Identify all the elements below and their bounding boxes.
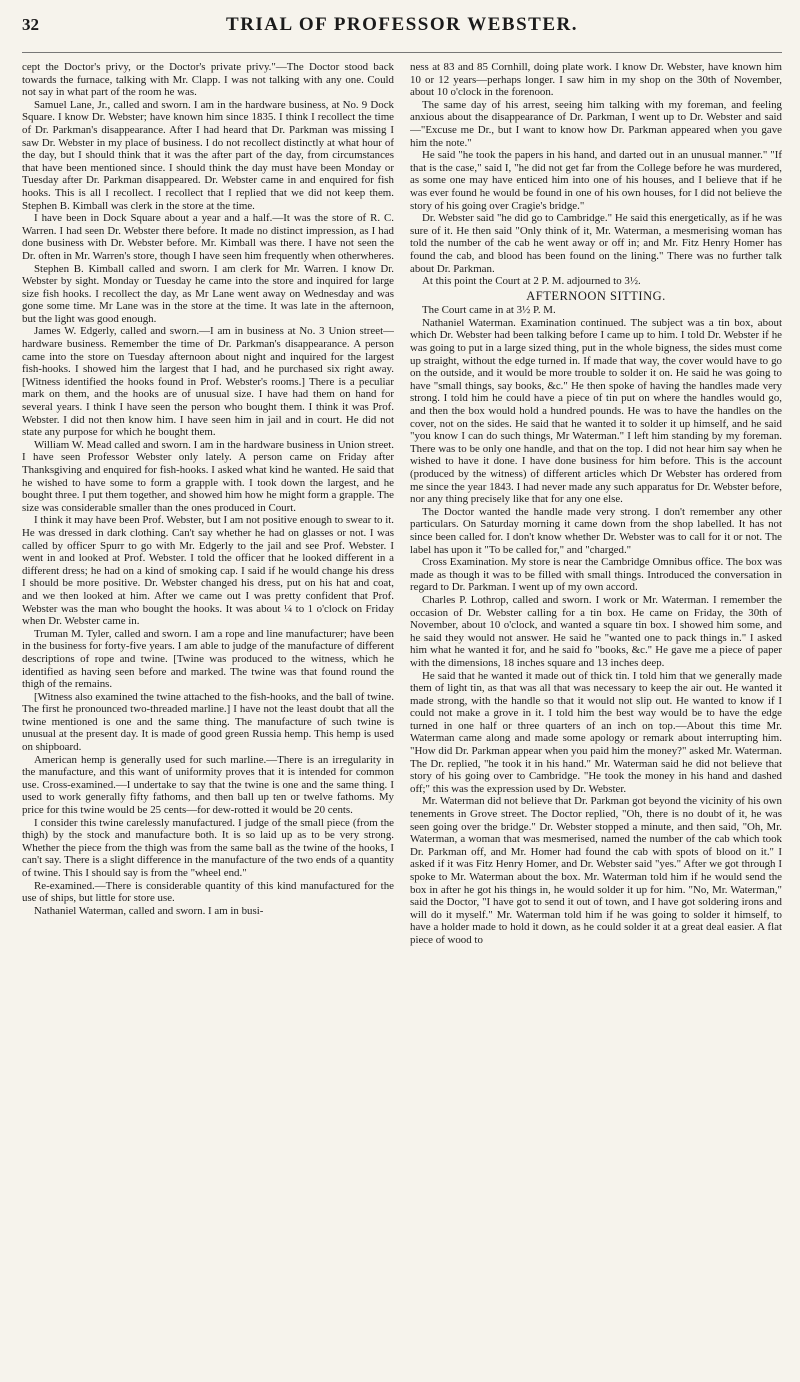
page-number: 32 bbox=[22, 15, 39, 34]
paragraph: Nathaniel Waterman. Examination continued. The subject was a tin box, about which Dr. Webster had been talking before I came up to him. I told Dr. Webster if he was going to put in a large sized thing, put in the whole bigness, the sides must come up straight, without the edge turned in. If made that way, the cover would have to go on the outside, and it would be more trouble to solder it on. He said he was going to have "small things, say books, &c." He then spoke of having the handles made very strong. I told him he could have a piece of tin put on where the handles would go, and then the box would hold a hundred pounds. He was to have the handles on the cover, not on the sides. He said that he wanted it to solder it up himself, and he said "you know I can do such things, Mr Waterman." I left him standing by my foreman. There was to be only one handle, and that on the top. I did not hear him say when he wished to have it done. I have done business for him before. This is the account (produced by the witness) of different articles which Dr Webster has ordered from me since the year 1843. I had never made any such apparatus for Dr. Webster before, nor any thing precisely like that for any one else. bbox=[410, 316, 782, 506]
paragraph: cept the Doctor's privy, or the Doctor's private privy."—The Doctor stood back towards the furnace, talking with Mr. Clapp. I was not talking with any one. Could not say in what part of the room he was. bbox=[22, 61, 394, 99]
paragraph: Samuel Lane, Jr., called and sworn. I am in the hardware business, at No. 9 Dock Square. I know Dr. Webster; have known him since 1835. I think I recollect the time of Dr. Parkman's disappearance. After I had heard that Dr. Parkman was missing I saw Dr. Webster in my place of business. I do not recollect distinctly at what hour of the day, but I should think that it was the after part of the day, from circumstances that have been mentioned since. I should think the day must have been Monday or Tuesday after Dr. Parkman disappeared. Dr. Webster came in and enquired for fish hooks. This is all I recollect. I recollect that I replied that we did not keep them. Stephen B. Kimball was clerk in the store at the time. bbox=[22, 98, 394, 212]
text-columns bbox=[22, 61, 782, 1379]
paragraph: The same day of his arrest, seeing him talking with my foreman, and feeling anxious about the disappearance of Dr. Parkman, I went up to Dr. Webster and said—"Excuse me Dr., but I want to know how Dr. Parkman appeared when you gave him the note." bbox=[410, 98, 782, 149]
running-title: TRIAL OF PROFESSOR WEBSTER. bbox=[226, 14, 578, 35]
paragraph: Nathaniel Waterman, called and sworn. I am in busi- bbox=[34, 904, 264, 917]
paragraph: Charles P. Lothrop, called and sworn. I work or Mr. Waterman. I remember the occasion of Dr. Webster calling for a tin box. He came on Friday, the 30th of November, about 10 o'clock, and wanted a square tin box. I showed him some, and he said they would not answer. He said he "wanted one to pack things in." I asked him what he wanted it for, and he said fo "books, &c." He gave me a piece of paper with the dimensions, 18 inches square and 13 inches deep. bbox=[410, 593, 782, 669]
paragraph: ness at 83 and 85 Cornhill, doing plate work. I know Dr. Webster, have known him 10 or 12 years—perhaps longer. I saw him in my shop on the 30th of November, about 10 o'clock in the forenoon. bbox=[410, 61, 782, 99]
right-column bbox=[410, 61, 782, 1379]
paragraph: The Doctor wanted the handle made very strong. I don't remember any other particulars. On Saturday morning it came down from the shop labelled. It has not since been called for. I don't know whether Dr. Webster was to call for it or not. The label has upon it "To be called for," and "charged." bbox=[410, 505, 782, 556]
paragraph: I consider this twine carelessly manufactured. I judge of the small piece (from the thigh) by the stock and manufacture both. It is so laid up as to be very strong. Whether the piece from the thigh was from the same ball as the twine of the hooks, I can't say. There is a slight difference in the manufacture of the two ends of a quantity of twine. This I should say is from the "wheel end." bbox=[22, 816, 394, 879]
paragraph: [Witness also examined the twine attached to the fish-hooks, and the ball of twine. The first he pronounced two-threaded marline.] I have not the least doubt that all the twine mentioned is one and the same thing. The manufacture of such twine is unusual at the present day. It is made of good green Russia hemp. This hemp is used on shipboard. bbox=[22, 690, 394, 754]
paragraph: The Court came in at 3½ P. M. bbox=[422, 304, 556, 317]
paragraph: He said "he took the papers in his hand, and darted out in an unusual manner." "If that is the case," said I, "he did not get far from the College before he was murdered, as some one may have enticed him into one of his houses, and I believe that if he was ever found he would be found in one of his own houses, for I did not believe the story of his going over Cragie's bridge." bbox=[410, 149, 782, 212]
paragraph: Stephen B. Kimball called and sworn. I am clerk for Mr. Warren. I know Dr. Webster by sight. Monday or Tuesday he came into the store and inquired for large size fish hooks. I recollect the day, as Mr Lane went away on Wednesday and was gone some time. Mr Lane was in the store at the time. It was late in the afternoon, but the light was good enough. bbox=[22, 262, 394, 325]
paragraph: William W. Mead called and sworn. I am in the hardware business in Union street. I have seen Professor Webster only lately. A person came on Friday after Thanksgiving and enquired for fish-hooks. I asked what kind he wanted. He said that he wished to have some to form a grapple with. I took down the largest, and he bought three. I put them together, and showed him how he might form a grapple. The size was considerable smaller than the ones produced in Court. bbox=[22, 438, 394, 514]
paragraph: He said that he wanted it made out of thick tin. I told him that we generally made them of light tin, as that was all that was necessary to keep the air out. He wanted it made strong, with the handle so that it would not slip out. He wanted to know if I could not make a grove in it. I told him the best way would be to have the edge turned in one half or three quarters of an inch on top.—About this time Mr. Waterman came along and made some apology or remark about interrupting him. "How did Dr. Parkman appear when you paid him the money?" asked Mr. Waterman. The Dr. replied, "he took it in his hand." Mr. Waterman said he did not believe that story of his going over to Cambridge. "He took the money in his hand and dashed off;" this was the expression used by Dr. Webster. bbox=[410, 669, 782, 795]
paragraph: Truman M. Tyler, called and sworn. I am a rope and line manufacturer; have been in the business for forty-five years. I am able to judge of the manufacture of different descriptions of rope and twine. [Twine was produced to the witness, which he identified as having seen before and marked. The twine was that found round the thigh of the remains. bbox=[22, 627, 394, 691]
paragraph: At this point the Court at 2 P. M. adjourned to 3½. bbox=[422, 275, 641, 288]
paragraph: Cross Examination. My store is near the Cambridge Omnibus office. The box was made as though it was to be filled with small things. Introduced the conversation in regard to Dr. Parkman. I went up of my own accord. bbox=[410, 556, 782, 594]
page-header bbox=[22, 14, 782, 53]
paragraph: Re-examined.—There is considerable quantity of this kind manufactured for the use of ships, but little for store use. bbox=[22, 879, 394, 905]
paragraph: I think it may have been Prof. Webster, but I am not positive enough to swear to it. He was dressed in dark clothing. Can't say whether he had on glasses or not. I was called by officer Spurr to go with Mr. Edgerly to the jail and see Prof. Webster. I went in and looked at Prof. Webster. I told the officer that he looked different in a different dress; he had on a kind of smoking cap. I said if he would change his dress I should be more positive. Dr. Webster changed his dress, put on his hat and coat, and we then looked at him. After we came out I was pretty confident that Prof. Webster was the man who bought the hooks. It was about ¼ to 1 o'clock on Friday when Dr. Webster came in. bbox=[22, 514, 394, 628]
left-column bbox=[22, 61, 394, 1379]
paragraph: I have been in Dock Square about a year and a half.—It was the store of R. C. Warren. I had seen Dr. Webster there before. It made no distinct impression, as I had done business with Dr. Webster before. Mr. Kimball was there. I have not seen the Dr. often in Mr. Warren's store, though I have seen him frequently when otherwheres. bbox=[22, 212, 394, 262]
paragraph: James W. Edgerly, called and sworn.—I am in business at No. 3 Union street—hardware business. Remember the time of Dr. Parkman's disappearance. A person came into the store on Tuesday afternoon about night and inquired for the largest fish-hooks. I showed him the largest that I had, and he purchased six right away. [Witness identified the hooks found in Prof. Webster's rooms.] There is a peculiar mark on them, and the hooks are of unusual size. I have had them on hand for several years. I think I have seen the person who bought them. I think it was Prof. Webster. I did not then know him. I have seen him in jail and in court. He did not state any purpose for which he bought them. bbox=[22, 325, 394, 439]
paragraph: American hemp is generally used for such marline.—There is an irregularity in the manufacture, and this want of uniformity proves that it is intended for common use. Cross-examined.—I undertake to say that the twine is one and the same thing. I used to work generally fifty fathoms, and then ball up ten or twelve fathoms. My price for this twine would be 25 cents—for dew-rotted it would be 20 cents. bbox=[22, 753, 394, 817]
paragraph: Dr. Webster said "he did go to Cambridge." He said this energetically, as if he was sure of it. He then said "Only think of it, Mr. Waterman, a mesmerising woman has told the number of the cab he went away or off in; and Mr. Fitz Henry Homer has found the cab, and blood has been found on the lining." There was no further talk about Dr. Parkman. bbox=[410, 212, 782, 275]
paragraph: Mr. Waterman did not believe that Dr. Parkman got beyond the vicinity of his own tenements in Grove street. The Doctor replied, "Oh, there is no doubt of it, he was seen going over the bridge." Dr. Webster stopped a minute, and then said, "Oh, Mr. Waterman, a woman that was mesmerised, named the number of the cab which took Dr. Parkman off, and Mr. Homer had found the cab with spots of blood on it." I asked if it was Fitz Henry Homer, and Dr. Webster said "yes." After we got through I spoke to Mr. Waterman about the box. Mr. Waterman told him if he would send the box in after he got his things in, he would solder it up for him. "No, Mr. Waterman," said the Doctor, "I have got to send it out of town, and I have got soldering irons and will do it myself." Mr. Waterman told him if he was going to solder it himself, to have a holder made to hold it down, as he could solder it at a great deal easier. A flat piece of wood to bbox=[410, 795, 782, 946]
section-heading: AFTERNOON SITTING. bbox=[526, 288, 666, 303]
